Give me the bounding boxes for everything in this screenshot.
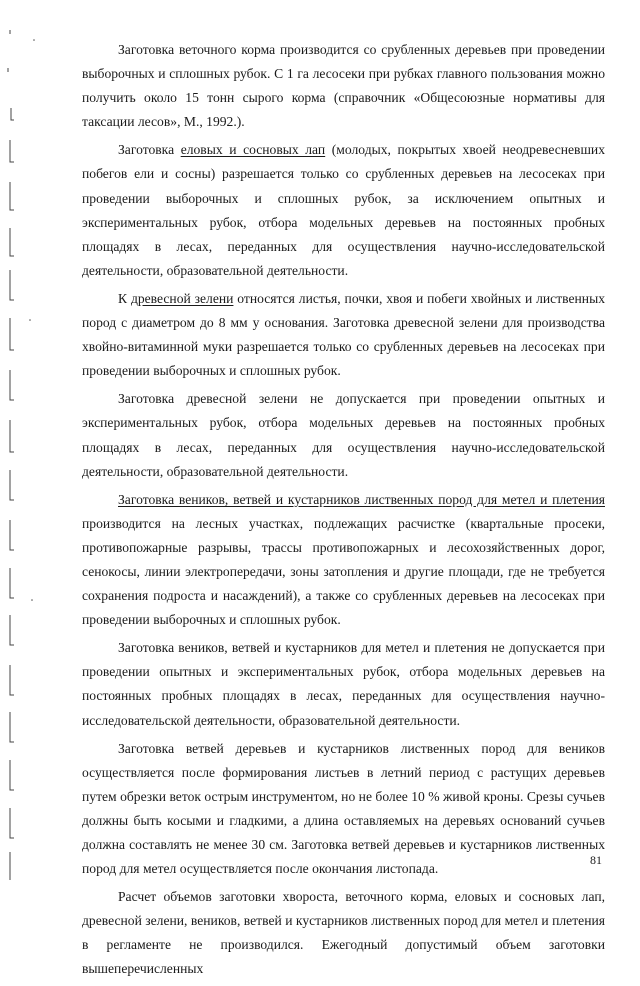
paragraph-text: Заготовка веточного корма производится со срубленных деревьев при проведении выборочных и сплошных рубок. С 1 га лесосеки при рубках главного пользования можно получить около 15 тонн сырого корма (справочник «Общесоюзные нормативы для таксации лесов», М., 1992.). xyxy=(82,42,605,130)
paragraph-text: относятся листья, почки, хвоя и побеги хвойных и лиственных пород с диаметром до 8 мм у основания. Заготовка древесной зелени для производства хвойно-витаминной муки разрешается только со срубленных деревьев на лесосеках при проведении выборочных и сплошных рубок. xyxy=(82,290,606,379)
underlined-term: еловых и сосновых лап xyxy=(180,142,326,158)
scan-binding-marks xyxy=(0,0,40,905)
paragraph xyxy=(82,636,605,732)
paragraph-text: Заготовка веников, ветвей и кустарников для метел и плетения не допускается при проведении опытных и экспериментальных рубок, отбора модельных деревьев на постоянных пробных площадях в лесах, переданных для осуществления научно-исследовательской деятельности, образовательной деятельности. xyxy=(82,640,605,728)
paragraph xyxy=(82,488,605,633)
paragraph-text: производится на лесных участках, подлежащих расчистке (квартальные просеки, противопожарные разрывы, трассы противопожарных и лесохозяйственных дорог, сенокосы, линии электропередачи, зоны затопления и другие площади, где не требуется сохранения подроста и насаждений), а также со срубленных деревьев на лесосеках при проведении выборочных и сплошных рубок. xyxy=(82,515,605,628)
paragraph xyxy=(82,737,605,882)
paragraph-text: Заготовка ветвей деревьев и кустарников лиственных пород для веников осуществляется после формирования листьев в летний период с растущих деревьев путем обрезки веток острым инструментом, но не более 10 % живой кроны. Срезы сучьев должны быть косыми и гладкими, а длина оставляемых на деревьях оснований сучьев должна составлять не менее 30 см. Заготовка ветвей деревьев и кустарников лиственных пород для метел осуществляется после окончания листопада. xyxy=(82,740,605,877)
underlined-term: Заготовка веников, ветвей и кустарников лиственных пород для метел и плетения xyxy=(118,491,605,507)
paragraph-text: Заготовка xyxy=(118,142,181,158)
page-number: 81 xyxy=(590,853,602,867)
paragraph-text: К xyxy=(118,290,131,306)
underlined-term: древесной зелени xyxy=(130,290,234,306)
paragraph-text: Расчет объемов заготовки хвороста, веточного корма, еловых и сосновых лап, древесной зелени, веников, ветвей и кустарников лиственных пород для метел и плетения в регламенте не производился. Ежегодный допустимый объем заготовки вышеперечисленных xyxy=(82,889,605,977)
paragraph-text: (молодых, покрытых хвоей неодревесневших побегов ели и сосны) разрешается только со срубленных деревьев на лесосеках при проведении выборочных и сплошных рубок, за исключением опытных и экспериментальных рубок, отбора модельных деревьев на постоянных пробных площадях в лесах, переданных для осуществления научно-исследовательской деятельности, образовательной деятельности. xyxy=(82,142,605,278)
paragraph xyxy=(82,38,605,134)
paragraph xyxy=(82,287,605,383)
paragraph xyxy=(82,885,605,981)
paragraph-text: Заготовка древесной зелени не допускается при проведении опытных и экспериментальных рубок, отбора модельных деревьев на постоянных пробных площадях в лесах, переданных для осуществления научно-исследовательской деятельности, образовательной деятельности. xyxy=(82,391,605,479)
body-text xyxy=(82,38,605,986)
paragraph xyxy=(82,387,605,483)
paragraph xyxy=(82,138,605,283)
